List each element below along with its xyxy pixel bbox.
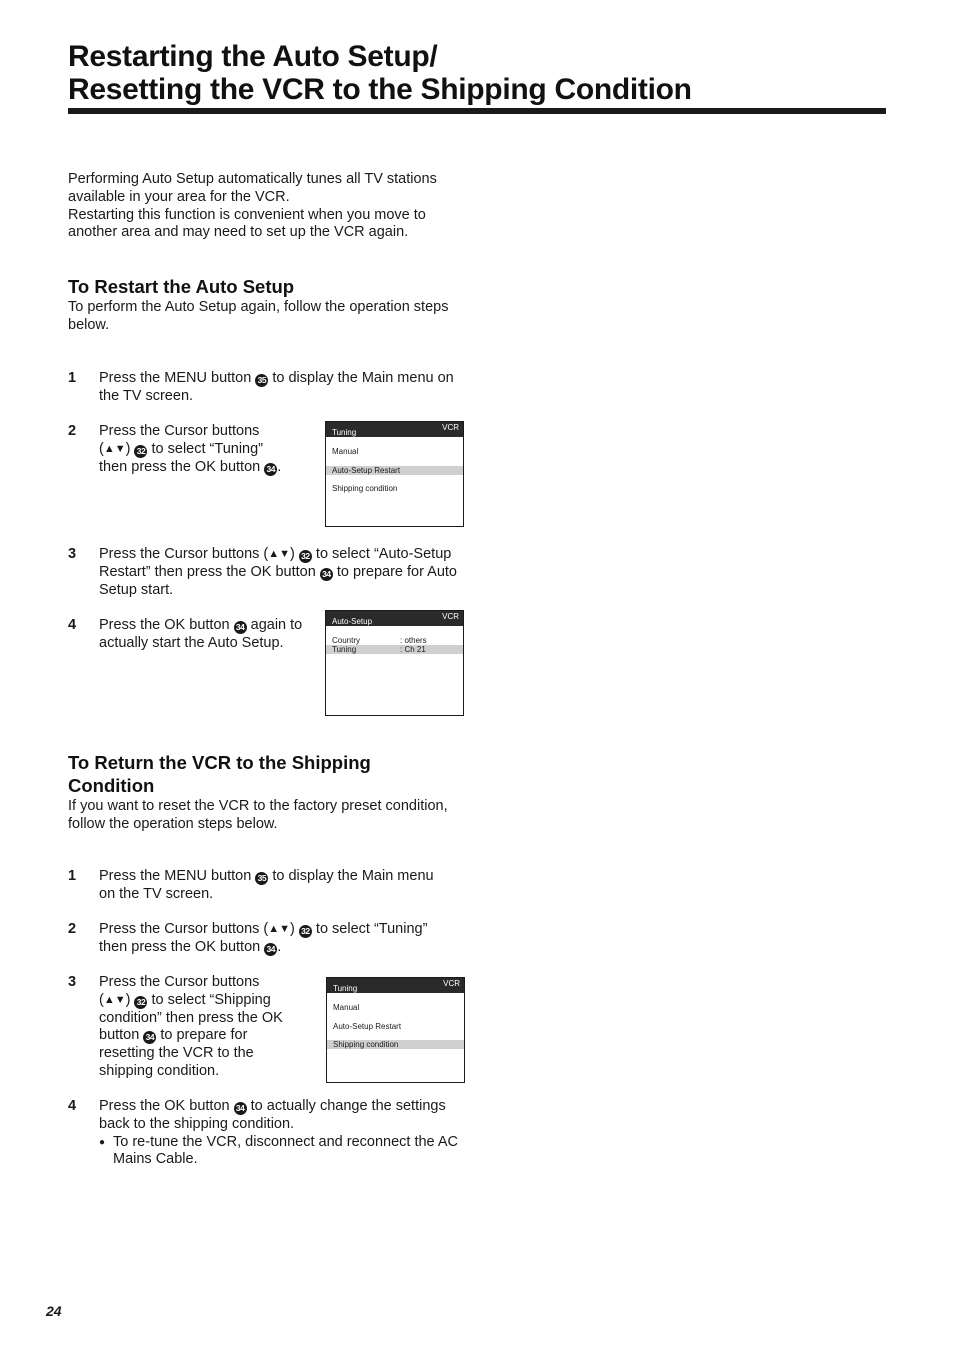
cursor-button-icon: 32 [299, 550, 312, 563]
section-heading-restart: To Restart the Auto Setup [68, 276, 295, 297]
tuning-menu-screen [325, 421, 464, 527]
menu-header: Tuning VCR [327, 978, 464, 993]
menu-button-icon: 35 [255, 374, 268, 387]
menu-item: Manual [332, 447, 359, 456]
intro-line: another area and may need to set up the VCR again. [68, 224, 409, 241]
menu-item: Manual [333, 1003, 360, 1012]
step-text: Press the Cursor buttons (▲▼) 32 to select “Auto-Setup Restart” then press the OK button 34 to prepare for Auto Setup start. [99, 546, 457, 598]
step-text: Press the OK button 34 again to actually start the Auto Setup. [99, 617, 303, 651]
cursor-button-icon: 32 [299, 925, 312, 938]
intro-paragraph [68, 171, 437, 242]
page-number: 24 [46, 1303, 62, 1319]
intro-line: available in your area for the VCR. [68, 188, 290, 205]
menu-row-tuning: Tuning : Ch 21 [326, 645, 463, 654]
section-heading-shipping: To Return the VCR to the Shipping Condition [68, 752, 371, 796]
bullet-icon: ● [99, 1136, 106, 1148]
step-number: 1 [68, 868, 77, 884]
step-text: Press the Cursor buttons (▲▼) 32 to select “Tuning” then press the OK button 34 . [99, 423, 282, 475]
step-text: Press the MENU button 35 to display the Main menu on the TV screen. [99, 370, 454, 404]
description-line: To perform the Auto Setup again, follow the operation steps [68, 299, 449, 315]
menu-row-country: Country : others [332, 636, 427, 645]
menu-button-icon: 35 [255, 872, 268, 885]
section-description [68, 798, 448, 834]
cursor-arrows-icon: ▲▼ [268, 923, 291, 935]
title-line-2: Resetting the VCR to the Shipping Condition [68, 73, 692, 106]
tuning-menu-screen [326, 977, 465, 1083]
ok-button-icon: 34 [143, 1031, 156, 1044]
cursor-arrows-icon: ▲▼ [268, 548, 291, 560]
menu-item: Shipping condition [332, 484, 398, 493]
description-line: below. [68, 316, 110, 333]
ok-button-icon: 34 [264, 463, 277, 476]
step-number: 1 [68, 370, 77, 386]
note: ● To re-tune the VCR, disconnect and reconnect the AC Mains Cable. [99, 1133, 458, 1168]
title-line-1: Restarting the Auto Setup/ [68, 40, 438, 73]
ok-button-icon: 34 [320, 568, 333, 581]
ok-button-icon: 34 [234, 621, 247, 634]
menu-header: Auto-Setup VCR [326, 611, 463, 626]
ok-button-icon: 34 [264, 943, 277, 956]
description-line: If you want to reset the VCR to the factory preset condition, [68, 798, 448, 814]
auto-setup-menu-screen [325, 610, 464, 716]
title-rule [68, 108, 886, 114]
intro-line: Performing Auto Setup automatically tunes all TV stations [68, 171, 437, 187]
ok-button-icon: 34 [234, 1102, 247, 1115]
step-number: 3 [68, 546, 77, 562]
page-title [68, 40, 692, 106]
menu-header: Tuning VCR [326, 422, 463, 437]
step-text: Press the Cursor buttons (▲▼) 32 to select “Shipping condition” then press the OK button 34 to prepare for resetting the VCR to the shipping condition. [99, 974, 283, 1079]
cursor-arrows-icon: ▲▼ [103, 993, 126, 1006]
step-text: Press the Cursor buttons (▲▼) 32 to select “Tuning” then press the OK button 34 . [99, 921, 428, 955]
step-text: Press the OK button 34 to actually change the settings back to the shipping condition. ● To re-tune the VCR, disconnect and reconnect the AC Mains Cable. [99, 1098, 479, 1169]
menu-item: Auto-Setup Restart [333, 1022, 402, 1031]
cursor-arrows-icon: ▲▼ [103, 442, 126, 455]
step-number: 4 [68, 1098, 77, 1114]
cursor-button-icon: 32 [134, 445, 147, 458]
step-text: Press the MENU button 35 to display the Main menu on the TV screen. [99, 868, 434, 902]
intro-line: Restarting this function is convenient when you move to [68, 206, 426, 223]
step-number: 2 [68, 423, 77, 439]
description-line: follow the operation steps below. [68, 815, 278, 832]
step-number: 3 [68, 974, 77, 990]
menu-item-selected: Auto-Setup Restart [326, 466, 463, 475]
menu-item-selected: Shipping condition [327, 1040, 464, 1049]
step-number: 2 [68, 921, 77, 937]
cursor-button-icon: 32 [134, 996, 147, 1009]
section-description [68, 299, 448, 335]
step-number: 4 [68, 617, 77, 633]
